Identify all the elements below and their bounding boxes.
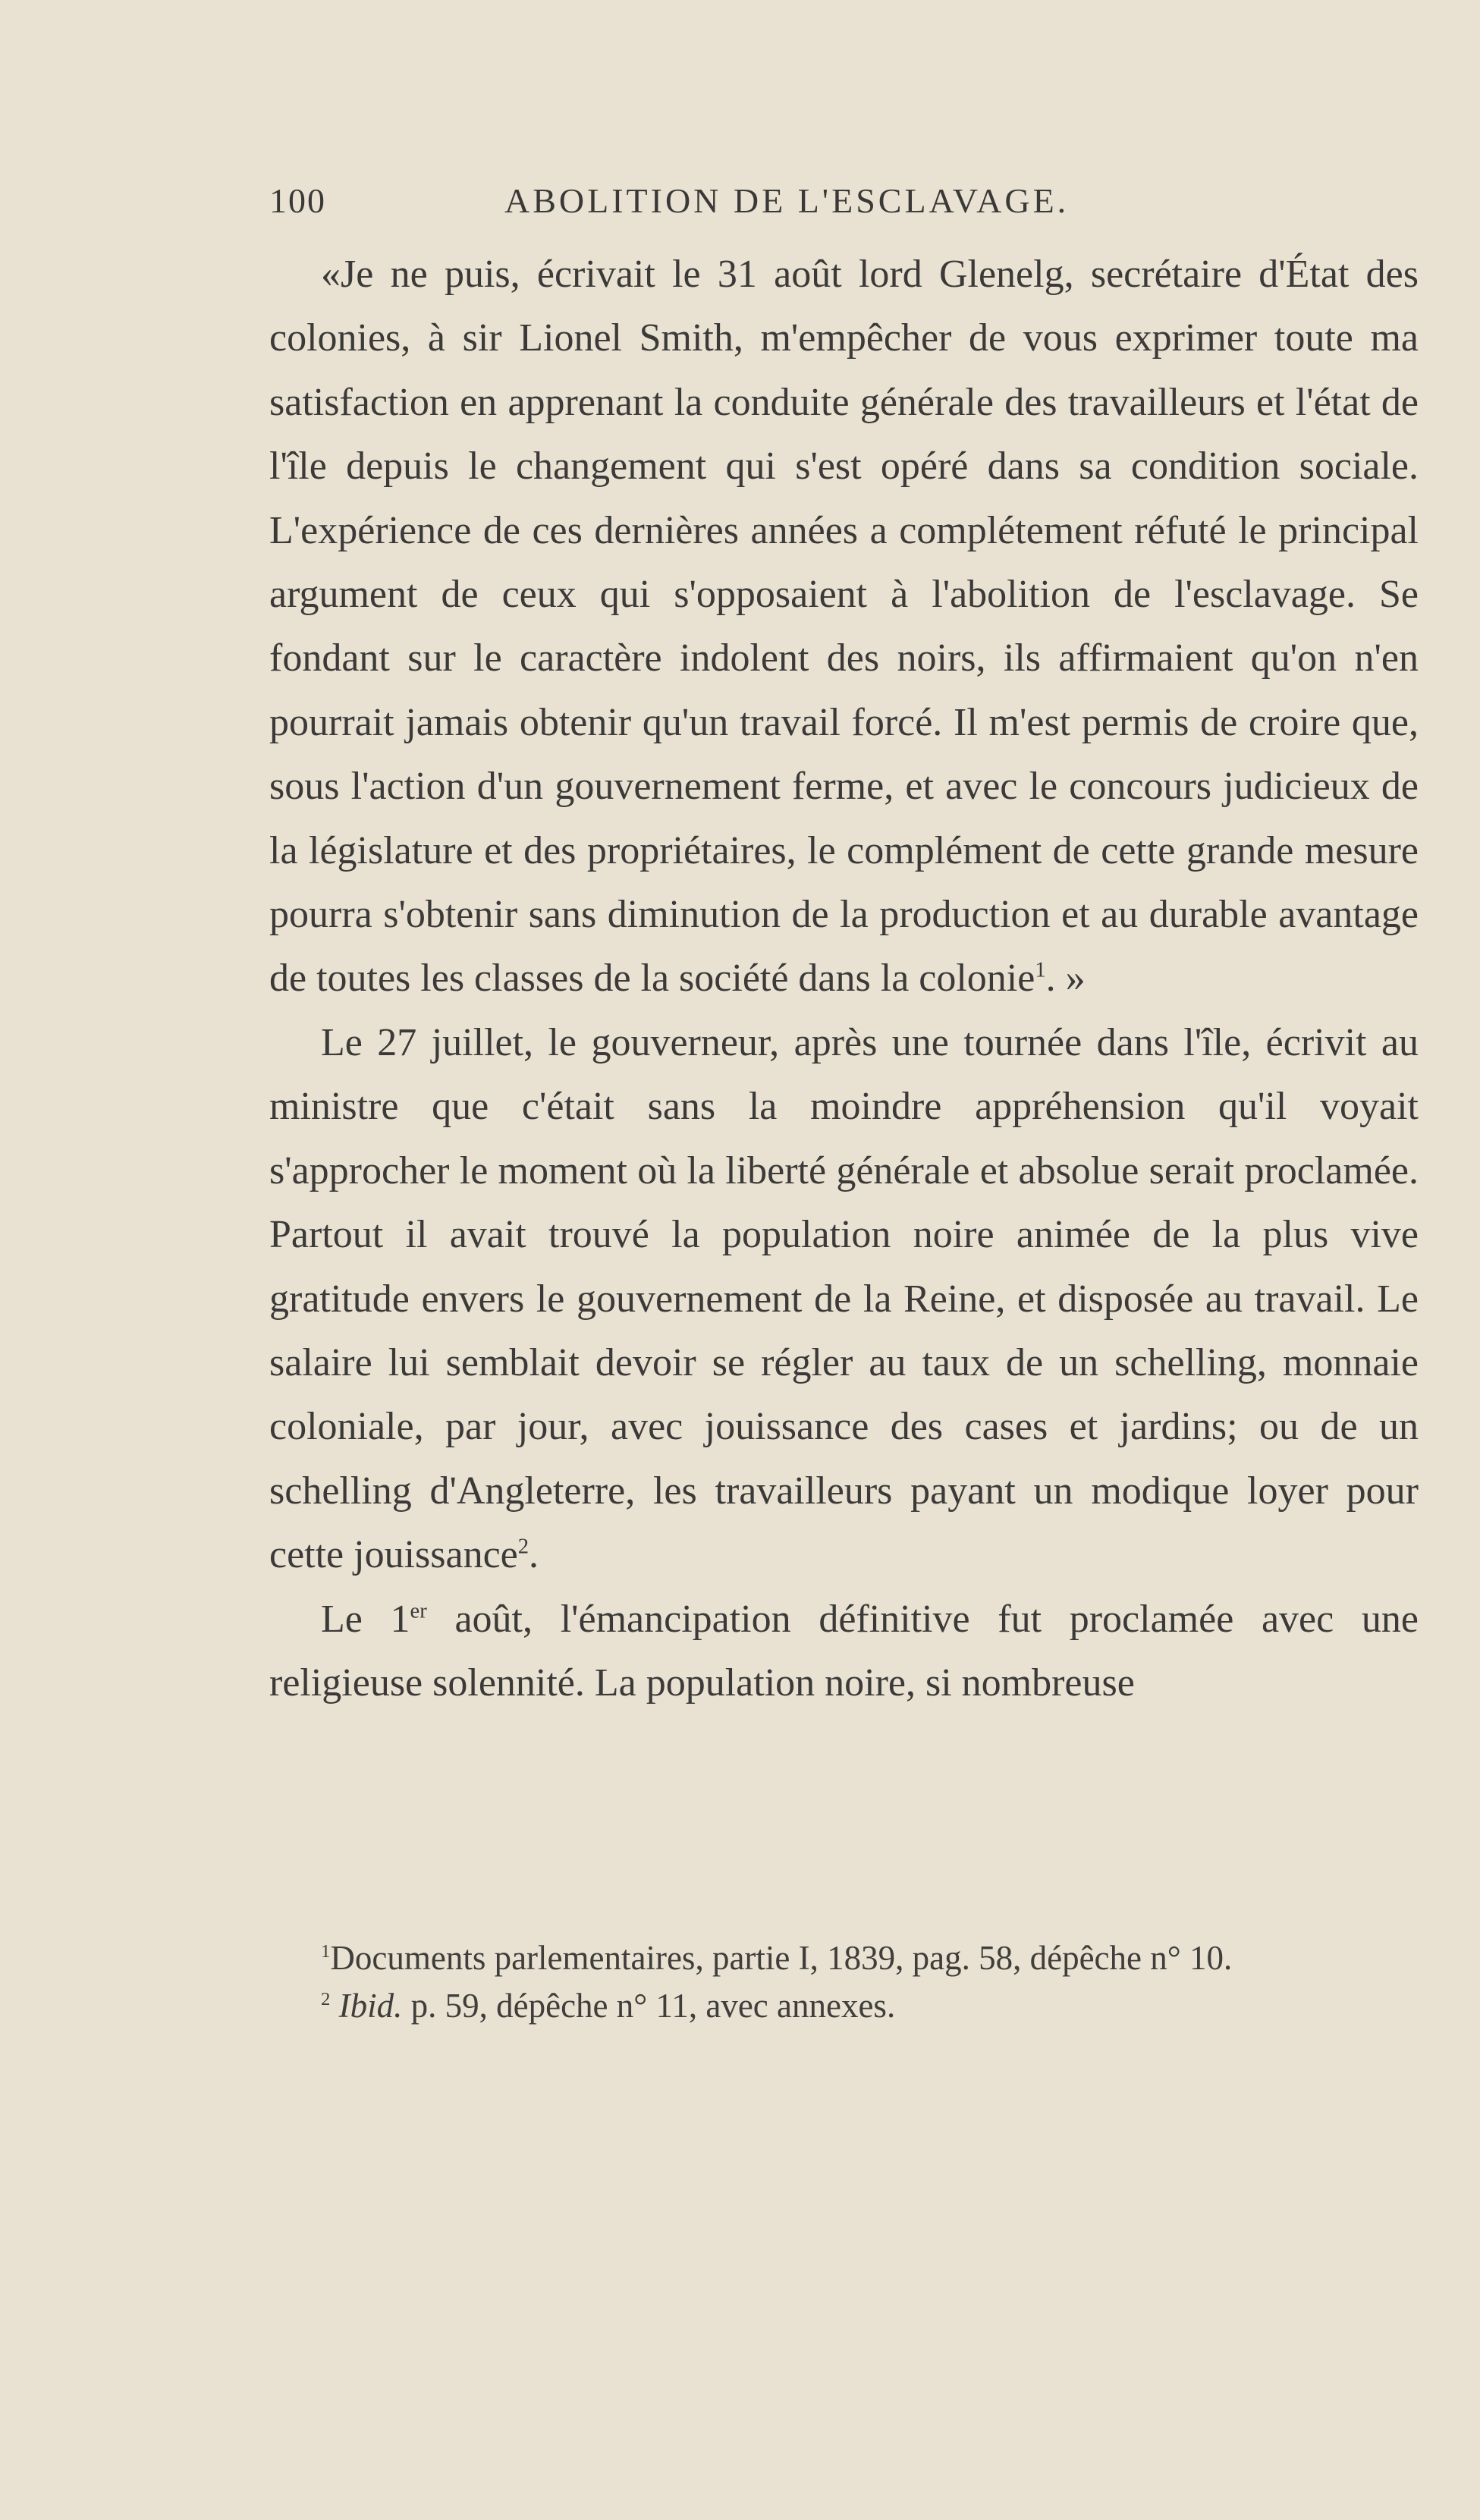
footnote-ref-2: 2 (517, 1535, 529, 1559)
footnote-2-text: p. 59, dépêche n° 11, avec annexes. (402, 1987, 896, 2025)
paragraph-3 (269, 1588, 1419, 1716)
page-number: 100 (269, 181, 326, 220)
paragraph-1-text: «Je ne puis, écrivait le 31 août lord Glenelg, secrétaire d'État des colonies, à sir Lionel Smith, m'empêcher de vous exprimer toute ma satisfaction en apprenant la conduite générale des travailleurs et l'état de l'île depuis le changement qui s'est opéré dans sa condition sociale. L'expérience de ces dernières années a complétement réfuté le principal argument de ceux qui s'opposaient à l'abolition de l'esclavage. Se fondant sur le caractère indolent des noirs, ils affirmaient qu'on n'en pourrait jamais obtenir qu'un travail forcé. Il m'est permis de croire que, sous l'action d'un gouvernement ferme, et avec le concours judicieux de la législature et des propriétaires, le complément de cette grande mesure pourra s'obtenir sans diminution de la production et au durable avantage de toutes les classes de la société dans la colonie (269, 253, 1419, 1001)
ordinal-superscript: er (410, 1599, 427, 1623)
paragraph-1-tail: . » (1045, 957, 1086, 1001)
footnote-mark-2: 2 (321, 1989, 331, 2009)
footnote-1 (269, 1934, 1419, 1982)
paragraph-3-text: août, l'émancipation définitive fut proclamée avec une religieuse solennité. La population noire, si nombreuse (269, 1597, 1419, 1705)
footnote-2-ibid: Ibid. (338, 1987, 403, 2025)
footnote-2 (269, 1982, 1419, 2030)
body-text (269, 243, 1419, 1715)
paragraph-3-lead: Le 1 (321, 1597, 410, 1641)
paragraph-2-text: Le 27 juillet, le gouverneur, après une tournée dans l'île, écrivit au ministre que c'était sans la moindre appréhension qu'il voyait s'approcher le moment où la liberté générale et absolue serait proclamée. Partout il avait trouvé la population noire animée de la plus vive gratitude envers le gouvernement de la Reine, et disposée au travail. Le salaire lui semblait devoir se régler au taux de un schelling, monnaie coloniale, par jour, avec jouissance des cases et jardins; ou de un schelling d'Angleterre, les travailleurs payant un modique loyer pour cette jouissance (269, 1020, 1419, 1577)
paragraph-2-tail: . (529, 1533, 539, 1577)
footnote-ref-1: 1 (1035, 959, 1046, 983)
paragraph-2 (269, 1011, 1419, 1588)
footnote-1-text: Documents parlementaires, partie I, 1839, pag. 58, dépêche n° 10. (330, 1939, 1233, 1977)
footnotes (269, 1934, 1419, 2030)
footnote-mark-1: 1 (321, 1941, 331, 1962)
running-head: ABOLITION DE L'ESCLAVAGE. (504, 181, 1070, 220)
paragraph-1 (269, 243, 1419, 1011)
